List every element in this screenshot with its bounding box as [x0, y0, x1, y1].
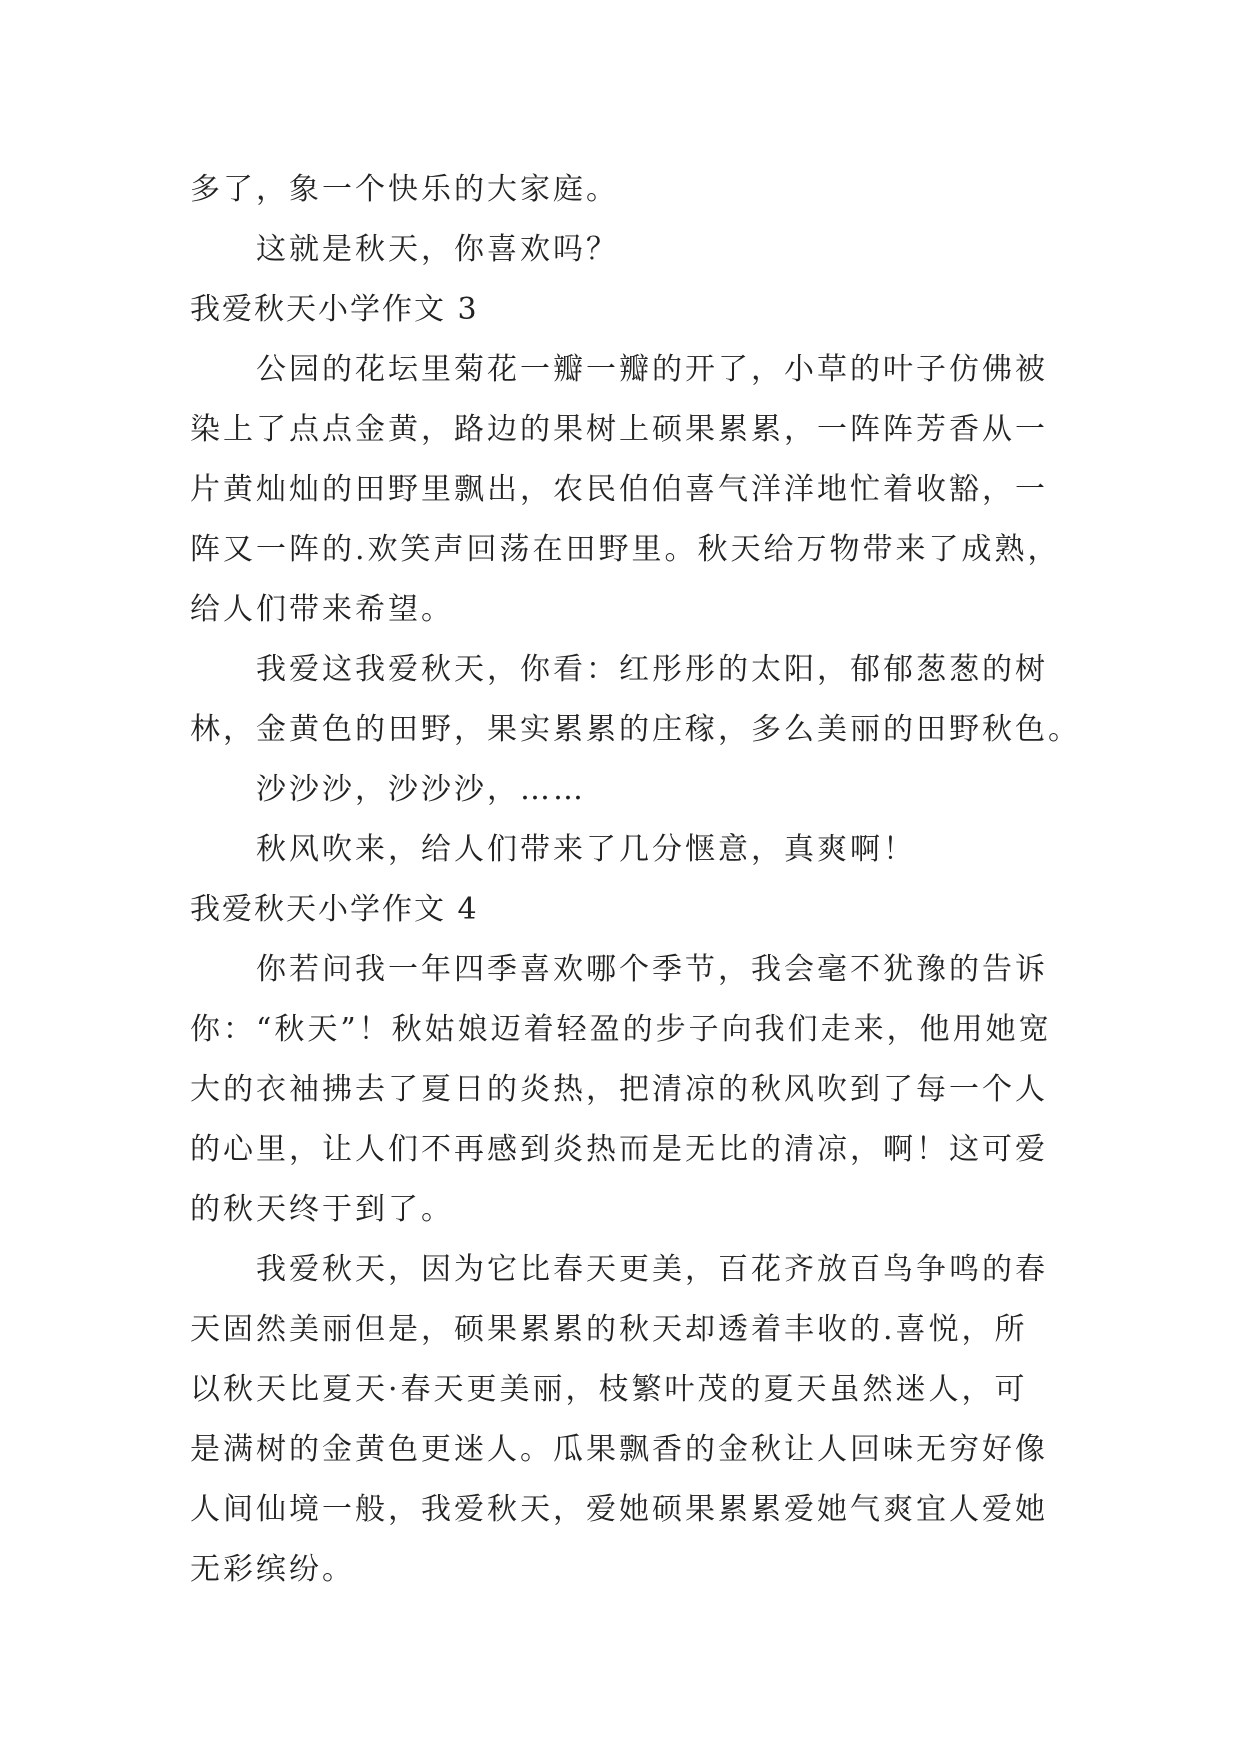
text-line: 这就是秋天，你喜欢吗？: [256, 232, 619, 267]
text-line: 天固然美丽但是，硕果累累的秋天却透着丰收的.喜悦，所: [190, 1312, 1028, 1347]
section-heading: 我爱秋天小学作文 3: [190, 292, 479, 327]
text-line: 阵又一阵的.欢笑声回荡在田野里。秋天给万物带来了成熟，: [190, 532, 1061, 567]
text-line: 的心里，让人们不再感到炎热而是无比的清凉，啊！这可爱: [190, 1132, 1048, 1167]
text-line: 秋风吹来，给人们带来了几分惬意，真爽啊！: [256, 832, 916, 867]
text-line: 多了，象一个快乐的大家庭。: [190, 172, 619, 207]
text-line: 林，金黄色的田野，果实累累的庄稼，多么美丽的田野秋色。: [190, 712, 1081, 747]
text-line: 以秋天比夏天·春天更美丽，枝繁叶茂的夏天虽然迷人，可: [190, 1372, 1028, 1407]
text-line: 无彩缤纷。: [190, 1552, 355, 1587]
text-line: 人间仙境一般，我爱秋天，爱她硕果累累爱她气爽宜人爱她: [190, 1492, 1048, 1527]
text-line: 染上了点点金黄，路边的果树上硕果累累，一阵阵芳香从一: [190, 412, 1048, 447]
text-line: 公园的花坛里菊花一瓣一瓣的开了，小草的叶子仿佛被: [256, 352, 1048, 387]
text-line: 你若问我一年四季喜欢哪个季节，我会毫不犹豫的告诉: [256, 952, 1048, 987]
text-line: 给人们带来希望。: [190, 592, 454, 627]
text-line: 我爱秋天，因为它比春天更美，百花齐放百鸟争鸣的春: [256, 1252, 1048, 1287]
text-line: 我爱这我爱秋天，你看：红彤彤的太阳，郁郁葱葱的树: [256, 652, 1048, 687]
text-line: 片黄灿灿的田野里飘出，农民伯伯喜气洋洋地忙着收豁，一: [190, 472, 1048, 507]
text-line: 是满树的金黄色更迷人。瓜果飘香的金秋让人回味无穷好像: [190, 1432, 1048, 1467]
document-body: [190, 160, 1081, 1600]
section-heading: 我爱秋天小学作文 4: [190, 892, 479, 927]
text-line: 沙沙沙，沙沙沙，……: [256, 772, 586, 807]
text-line: 大的衣袖拂去了夏日的炎热，把清凉的秋风吹到了每一个人: [190, 1072, 1048, 1107]
text-line: 的秋天终于到了。: [190, 1192, 454, 1227]
text-line: 你：“秋天”！秋姑娘迈着轻盈的步子向我们走来，他用她宽: [190, 1012, 1052, 1047]
